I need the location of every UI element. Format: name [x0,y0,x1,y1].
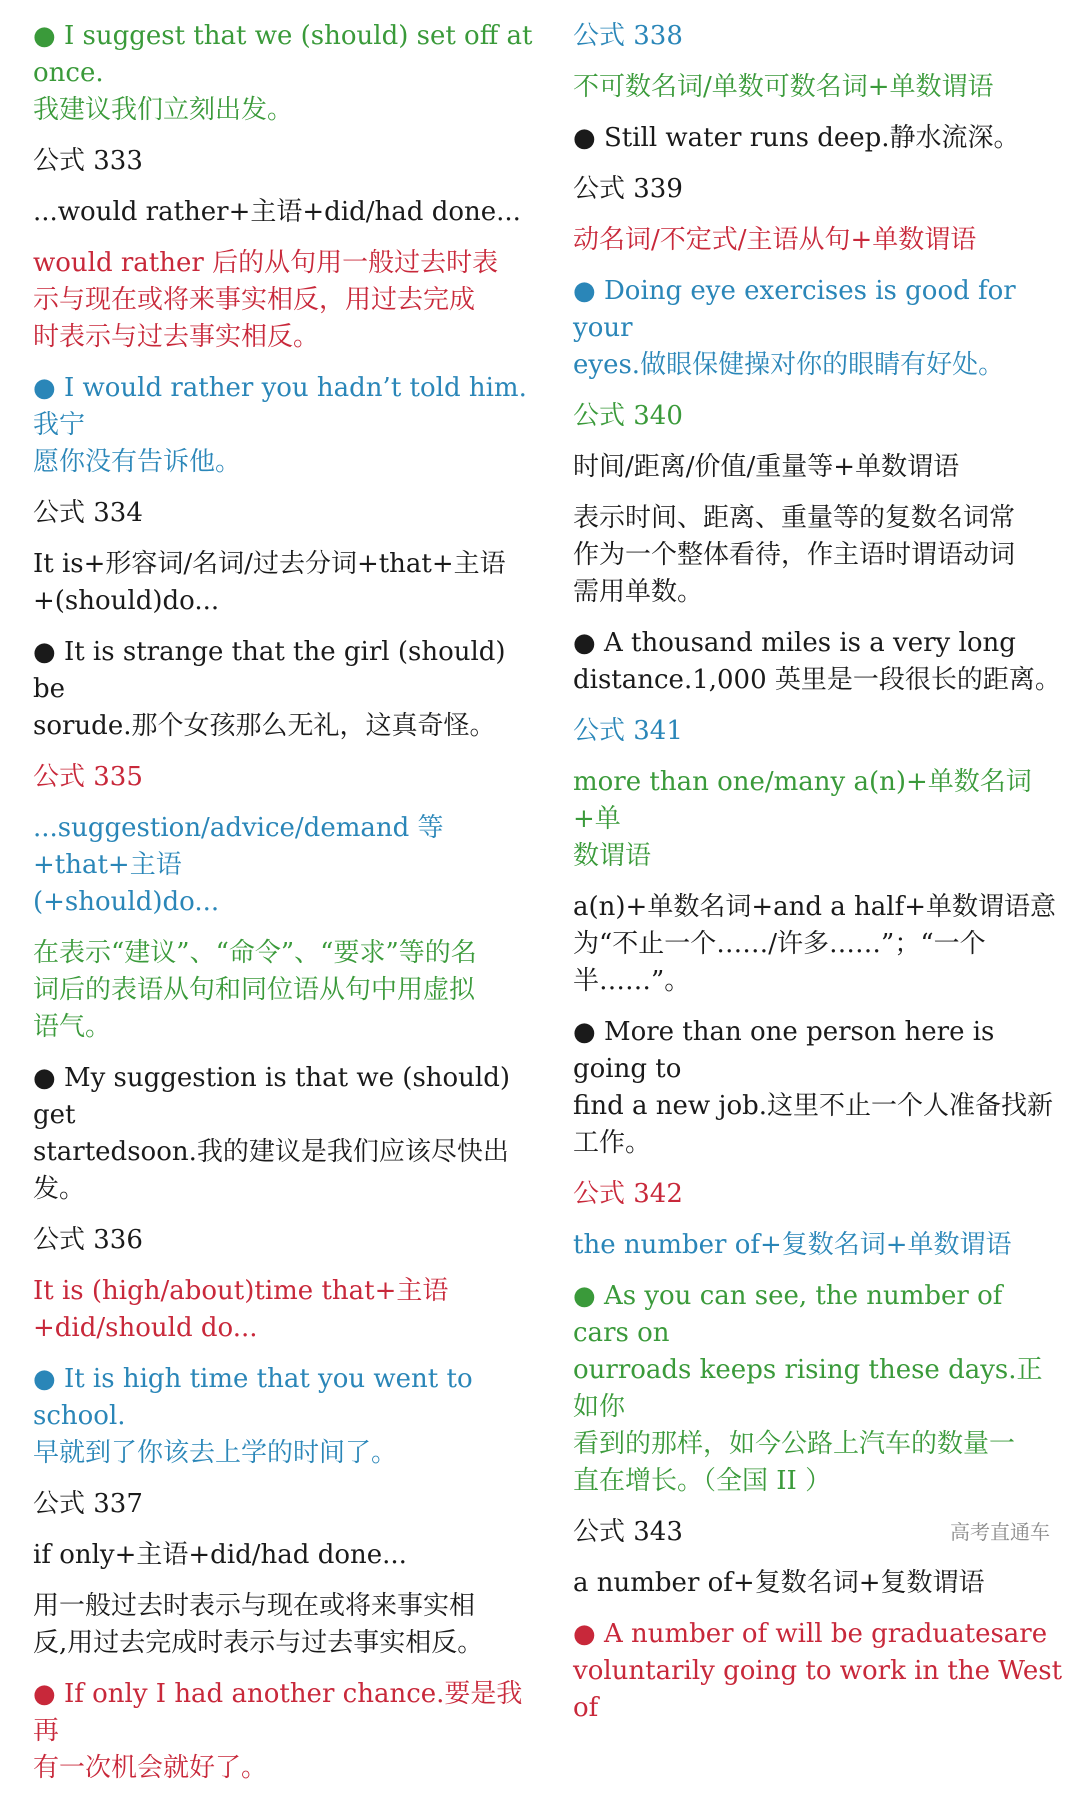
right-paragraph [573,625,1063,699]
paragraph-text: 不可数名词/单数可数名词+单数谓语 [573,72,994,102]
bullet-icon: ● [33,373,64,403]
paragraph-text: If only I had another chance.要是我再 有一次机会就好了。 [33,1679,523,1783]
paragraph-text: It is+形容词/名词/过去分词+that+主语 +(should)do... [33,549,506,616]
paragraph-text: I suggest that we (should) set off at once. 我建议我们立刻出发。 [33,21,533,125]
paragraph-text: Doing eye exercises is good for your eyes.做眼保健操对你的眼睛有好处。 [573,276,1016,380]
left-paragraph [33,546,533,620]
paragraph-text: 用一般过去时表示与现在或将来事实相 反,用过去完成时表示与过去事实相反。 [33,1591,484,1658]
paragraph-text: 公式 337 [33,1489,143,1519]
bullet-icon: ● [33,637,64,667]
left-paragraph [33,245,533,356]
paragraph-text: 时间/距离/价值/重量等+单数谓语 [573,452,960,482]
right-paragraph [573,1278,1063,1500]
paragraph-text: would rather 后的从句用一般过去时表 示与现在或将来事实相反，用过去完成 时表示与过去事实相反。 [33,248,499,352]
paragraph-text: 公式 333 [33,146,143,176]
paragraph-text: more than one/many a(n)+单数名词+单 数谓语 [573,767,1032,871]
bullet-icon: ● [573,1017,604,1047]
left-paragraph [33,1588,533,1662]
left-paragraph [33,810,533,921]
left-paragraph [33,143,533,180]
bullet-icon: ● [33,1679,64,1709]
bullet-icon: ● [33,1364,64,1394]
left-paragraph [33,495,533,532]
right-paragraph [573,889,1063,1000]
paragraph-text: 公式 341 [573,716,683,746]
paragraph-text: a(n)+单数名词+and a half+单数谓语意 为“不止一个……/许多……”；“一个 半……”。 [573,892,1056,996]
left-paragraph [33,1486,533,1523]
left-paragraph [33,370,533,481]
bullet-icon: ● [573,1619,604,1649]
left-paragraph [33,1222,533,1259]
right-paragraph [573,500,1063,611]
paragraph-text: 动名词/不定式/主语从句+单数谓语 [573,225,977,255]
right-paragraph [573,1227,1063,1264]
paragraph-text: My suggestion is that we (should) get startedsoon.我的建议是我们应该尽快出 发。 [33,1063,511,1204]
left-paragraph [33,1060,533,1208]
bullet-icon: ● [573,123,604,153]
right-paragraph [573,222,1063,259]
paragraph-text: if only+主语+did/had done... [33,1540,407,1570]
paragraph-text: Still water runs deep.静水流深。 [603,123,1020,153]
paragraph-text: A thousand miles is a very long distance.1,000 英里是一段很长的距离。 [573,628,1061,695]
left-column [33,18,533,1801]
right-paragraph [573,1565,1063,1602]
right-paragraph [573,1176,1063,1213]
bullet-icon: ● [33,21,64,51]
left-paragraph [33,935,533,1046]
paragraph-text: 公式 334 [33,498,143,528]
left-paragraph [33,194,533,231]
paragraph-text: It is high time that you went to school. 早就到了你该去上学的时间了。 [33,1364,473,1468]
paragraph-text: 公式 340 [573,401,683,431]
right-paragraph [573,1014,1063,1162]
bullet-icon: ● [573,628,604,658]
right-paragraph [573,18,1063,55]
paragraph-text: As you can see, the number of cars on ourroads keeps rising these days.正如你 看到的那样，如今公路上汽车的数量一 直在增长。（全国 II ） [573,1281,1043,1496]
bullet-icon: ● [33,1063,64,1093]
right-paragraph [573,764,1063,875]
left-paragraph [33,1273,533,1347]
right-paragraph [573,713,1063,750]
left-paragraph [33,1676,533,1787]
paragraph-text: A number of will be graduatesare voluntarily going to work in the West of [573,1619,1063,1723]
paragraph-text: More than one person here is going to find a new job.这里不止一个人准备找新 工作。 [573,1017,1054,1158]
right-paragraph [573,171,1063,208]
paragraph-text: It is strange that the girl (should) be sorude.那个女孩那么无礼，这真奇怪。 [33,637,506,741]
right-paragraph [573,449,1063,486]
left-paragraph [33,759,533,796]
right-paragraph [573,1616,1063,1727]
left-paragraph [33,1537,533,1574]
paragraph-text: 公式 342 [573,1179,683,1209]
paragraph-text: 公式 336 [33,1225,143,1255]
left-paragraph [33,18,533,129]
paragraph-text: 在表示“建议”、“命令”、“要求”等的名 词后的表语从句和同位语从句中用虚拟 语气。 [33,938,477,1042]
paragraph-text: I would rather you hadn’t told him.我宁 愿你没有告诉他。 [33,373,527,477]
paragraph-text: 公式 335 [33,762,143,792]
paragraph-text: ...suggestion/advice/demand 等+that+主语 (+should)do... [33,813,444,917]
left-paragraph [33,1361,533,1472]
paragraph-text: 公式 339 [573,174,683,204]
paragraph-text: 公式 338 [573,21,683,51]
left-paragraph [33,634,533,745]
right-paragraph [573,398,1063,435]
watermark: 高考直通车 [950,1520,1050,1544]
paragraph-text: It is (high/about)time that+主语 +did/should do... [33,1276,449,1343]
paragraph-text: a number of+复数名词+复数谓语 [573,1568,985,1598]
bullet-icon: ● [573,1281,604,1311]
right-paragraph [573,120,1063,157]
right-column [573,18,1063,1741]
paragraph-text: 公式 343 [573,1517,683,1547]
paragraph-text: 表示时间、距离、重量等的复数名词常 作为一个整体看待，作主语时谓语动词 需用单数。 [573,503,1016,607]
right-paragraph [573,273,1063,384]
right-paragraph [573,69,1063,106]
bullet-icon: ● [573,276,604,306]
paragraph-text: the number of+复数名词+单数谓语 [573,1230,1012,1260]
paragraph-text: ...would rather+主语+did/had done... [33,197,521,227]
